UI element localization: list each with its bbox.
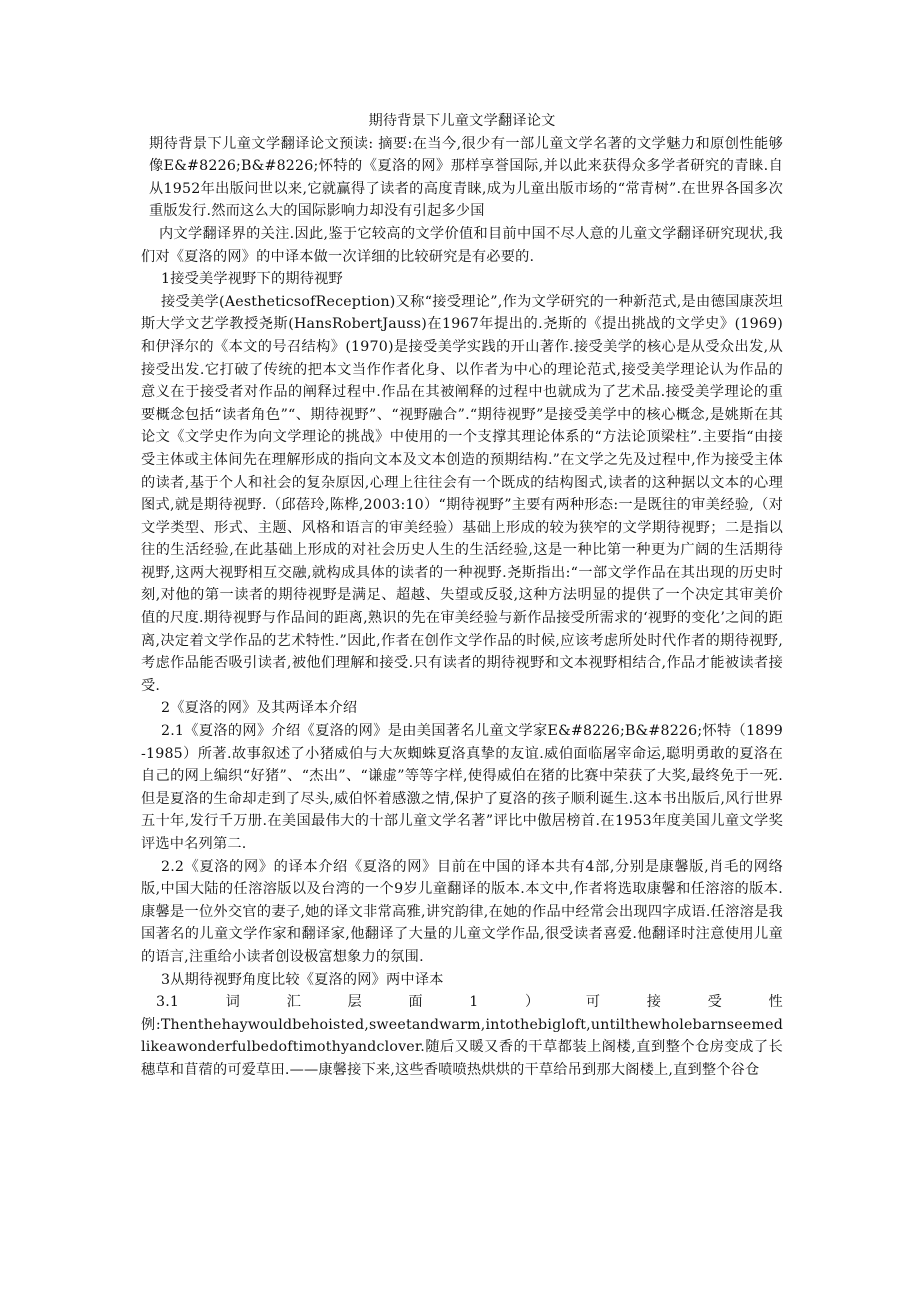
spread-token: 接 bbox=[646, 994, 662, 1011]
subsection-heading-3-1 bbox=[141, 991, 783, 1014]
spread-token: 性 bbox=[768, 994, 783, 1011]
spread-token: 1 bbox=[469, 994, 479, 1011]
paragraph-abstract: 期待背景下儿童文学翻译论文预读: 摘要:在当今,很少有一部儿童文学名著的文学魅力和原创性能够像E&#8226;B&#8226;怀特的《夏洛的网》那样享誉国际,并以此来获得众多学者研究的青睐.自从1952年出版问世以来,它就赢得了读者的高度青睐,成为儿童出版市场的“常青树”.在世界各国多次重版发行.然而这么大的国际影响力却没有引起多少国 bbox=[149, 135, 783, 220]
spread-token: 受 bbox=[707, 994, 723, 1011]
paragraph-section-1: 接受美学(AestheticsofReception)又称“接受理论”,作为文学研究的一种新范式,是由德国康茨坦斯大学文艺学教授尧斯(HansRobertJauss)在1967年提出的.尧斯的《提出挑战的文学史》(1969)和伊泽尔的《本文的号召结构》(1970)是接受美学实践的开山著作.接受美学的核心是从受众出发,从接受出发.它打破了传统的把本文当作作者化身、以作者为中心的理论范式,接受美学理论认为作品的意义在于接受者对作品的阐释过程中.作品在其被阐释的过程中也就成为了艺术品.接受美学理论的重要概念包括“读者角色”“、期待视野”、“视野融合”.“期待视野”是接受美学中的核心概念,是姚斯在其论文《文学史作为向文学理论的挑战》中使用的一个支撑其理论体系的“方法论顶梁柱”.主要指“由接受主体或主体间先在理解形成的指向文本及文本创造的预期结构.”在文学之先及过程中,作为接受主体的读者,基于个人和社会的复杂原因,心理上往往会有一个既成的结构图式,读者的这种据以文本的心理图式,就是期待视野.（邱蓓玲,陈桦,2003:10）“期待视野”主要有两种形态:一是既往的审美经验,（对文学类型、形式、主题、风格和语言的审美经验）基础上形成的较为狭窄的文学期待视野；二是指以往的生活经验,在此基础上形成的对社会历史人生的生活经验,这是一种比第一种更为广阔的生活期待视野,这两大视野相互交融,就构成具体的读者的一种视野.尧斯指出:“一部文学作品在其出现的历史时刻,对他的第一读者的期待视野是满足、超越、失望或反驳,这种方法明显的提供了一个决定其审美价值的尺度.期待视野与作品间的距离,熟识的先在审美经验与新作品接受所需求的‘视野的变化’之间的距离,决定着文学作品的艺术特性.”因此,作者在创作文学作品的时候,应该考虑所处时代作者的期待视野,考虑作品能否吸引读者,被他们理解和接受.只有读者的期待视野和文本视野相结合,作品才能被读者接受. bbox=[141, 293, 783, 694]
spread-token: 汇 bbox=[286, 994, 301, 1011]
paragraph-section-2-2: 2.2《夏洛的网》的译本介绍《夏洛的网》目前在中国的译本共有4部,分别是康馨版,肖毛的网络版,中国大陆的任溶溶版以及台湾的一个9岁儿童翻译的版本.本文中,作者将选取康馨和任溶溶的版本.康馨是一位外交官的妻子,她的译文非常高雅,讲究韵律,在她的作品中经常会出现四字成语.任溶溶是我国著名的儿童文学作家和翻译家,他翻译了大量的儿童文学作品,很受读者喜爱.他翻译时注意使用儿童的语言,注重给小读者创设极富想象力的氛围. bbox=[141, 858, 783, 965]
document-page bbox=[141, 110, 783, 1082]
document-title: 期待背景下儿童文学翻译论文 bbox=[368, 113, 556, 129]
spread-token: ） bbox=[524, 994, 540, 1011]
paragraph-intro: 内文学翻译界的关注.因此,鉴于它较高的文学价值和目前中国不尽人意的儿童文学翻译研究现状,我们对《夏洛的网》的中译本做一次详细的比较研究是有必要的. bbox=[141, 225, 783, 265]
section-heading-1: 1接受美学视野下的期待视野 bbox=[161, 271, 343, 288]
section-heading-3: 3从期待视野角度比较《夏洛的网》两中译本 bbox=[161, 971, 444, 988]
paragraph-example: 例:Thenthehaywouldbehoisted,sweetandwarm,intothebigloft,untilthewholebarnseemedlikeawonderfulbedoftimothyandclover.随后又暖又香的干草都装上阁楼,直到整个仓房变成了长穗草和苜蓿的可爱草田.——康馨接下来,这些香喷喷热烘烘的干草给吊到那大阁楼上,直到整个谷仓 bbox=[141, 1016, 783, 1078]
section-heading-2: 2《夏洛的网》及其两译本介绍 bbox=[161, 700, 358, 717]
spread-token: 层 bbox=[347, 994, 362, 1011]
paragraph-section-2-1: 2.1《夏洛的网》介绍《夏洛的网》是由美国著名儿童文学家E&#8226;B&#8226;怀特（1899-1985）所著.故事叙述了小猪威伯与大灰蜘蛛夏洛真挚的友谊.威伯面临屠宰命运,聪明勇敢的夏洛在自己的网上编织“好猪”、“杰出”、“谦虚”等等字样,使得威伯在猪的比赛中荣获了大奖,最终免于一死.但是夏洛的生命却走到了尽头,威伯怀着感激之情,保护了夏洛的孩子顺利诞生.这本书出版后,风行世界五十年,发行千万册.在美国最伟大的十部儿童文学名著”评比中傲居榜首.在1953年度美国儿童文学奖评选中名列第二. bbox=[141, 723, 783, 852]
spread-token: 词 bbox=[225, 994, 241, 1011]
spread-token: 可 bbox=[585, 994, 601, 1011]
spread-token: 面 bbox=[408, 994, 423, 1011]
spread-token: 3.1 bbox=[156, 994, 180, 1011]
